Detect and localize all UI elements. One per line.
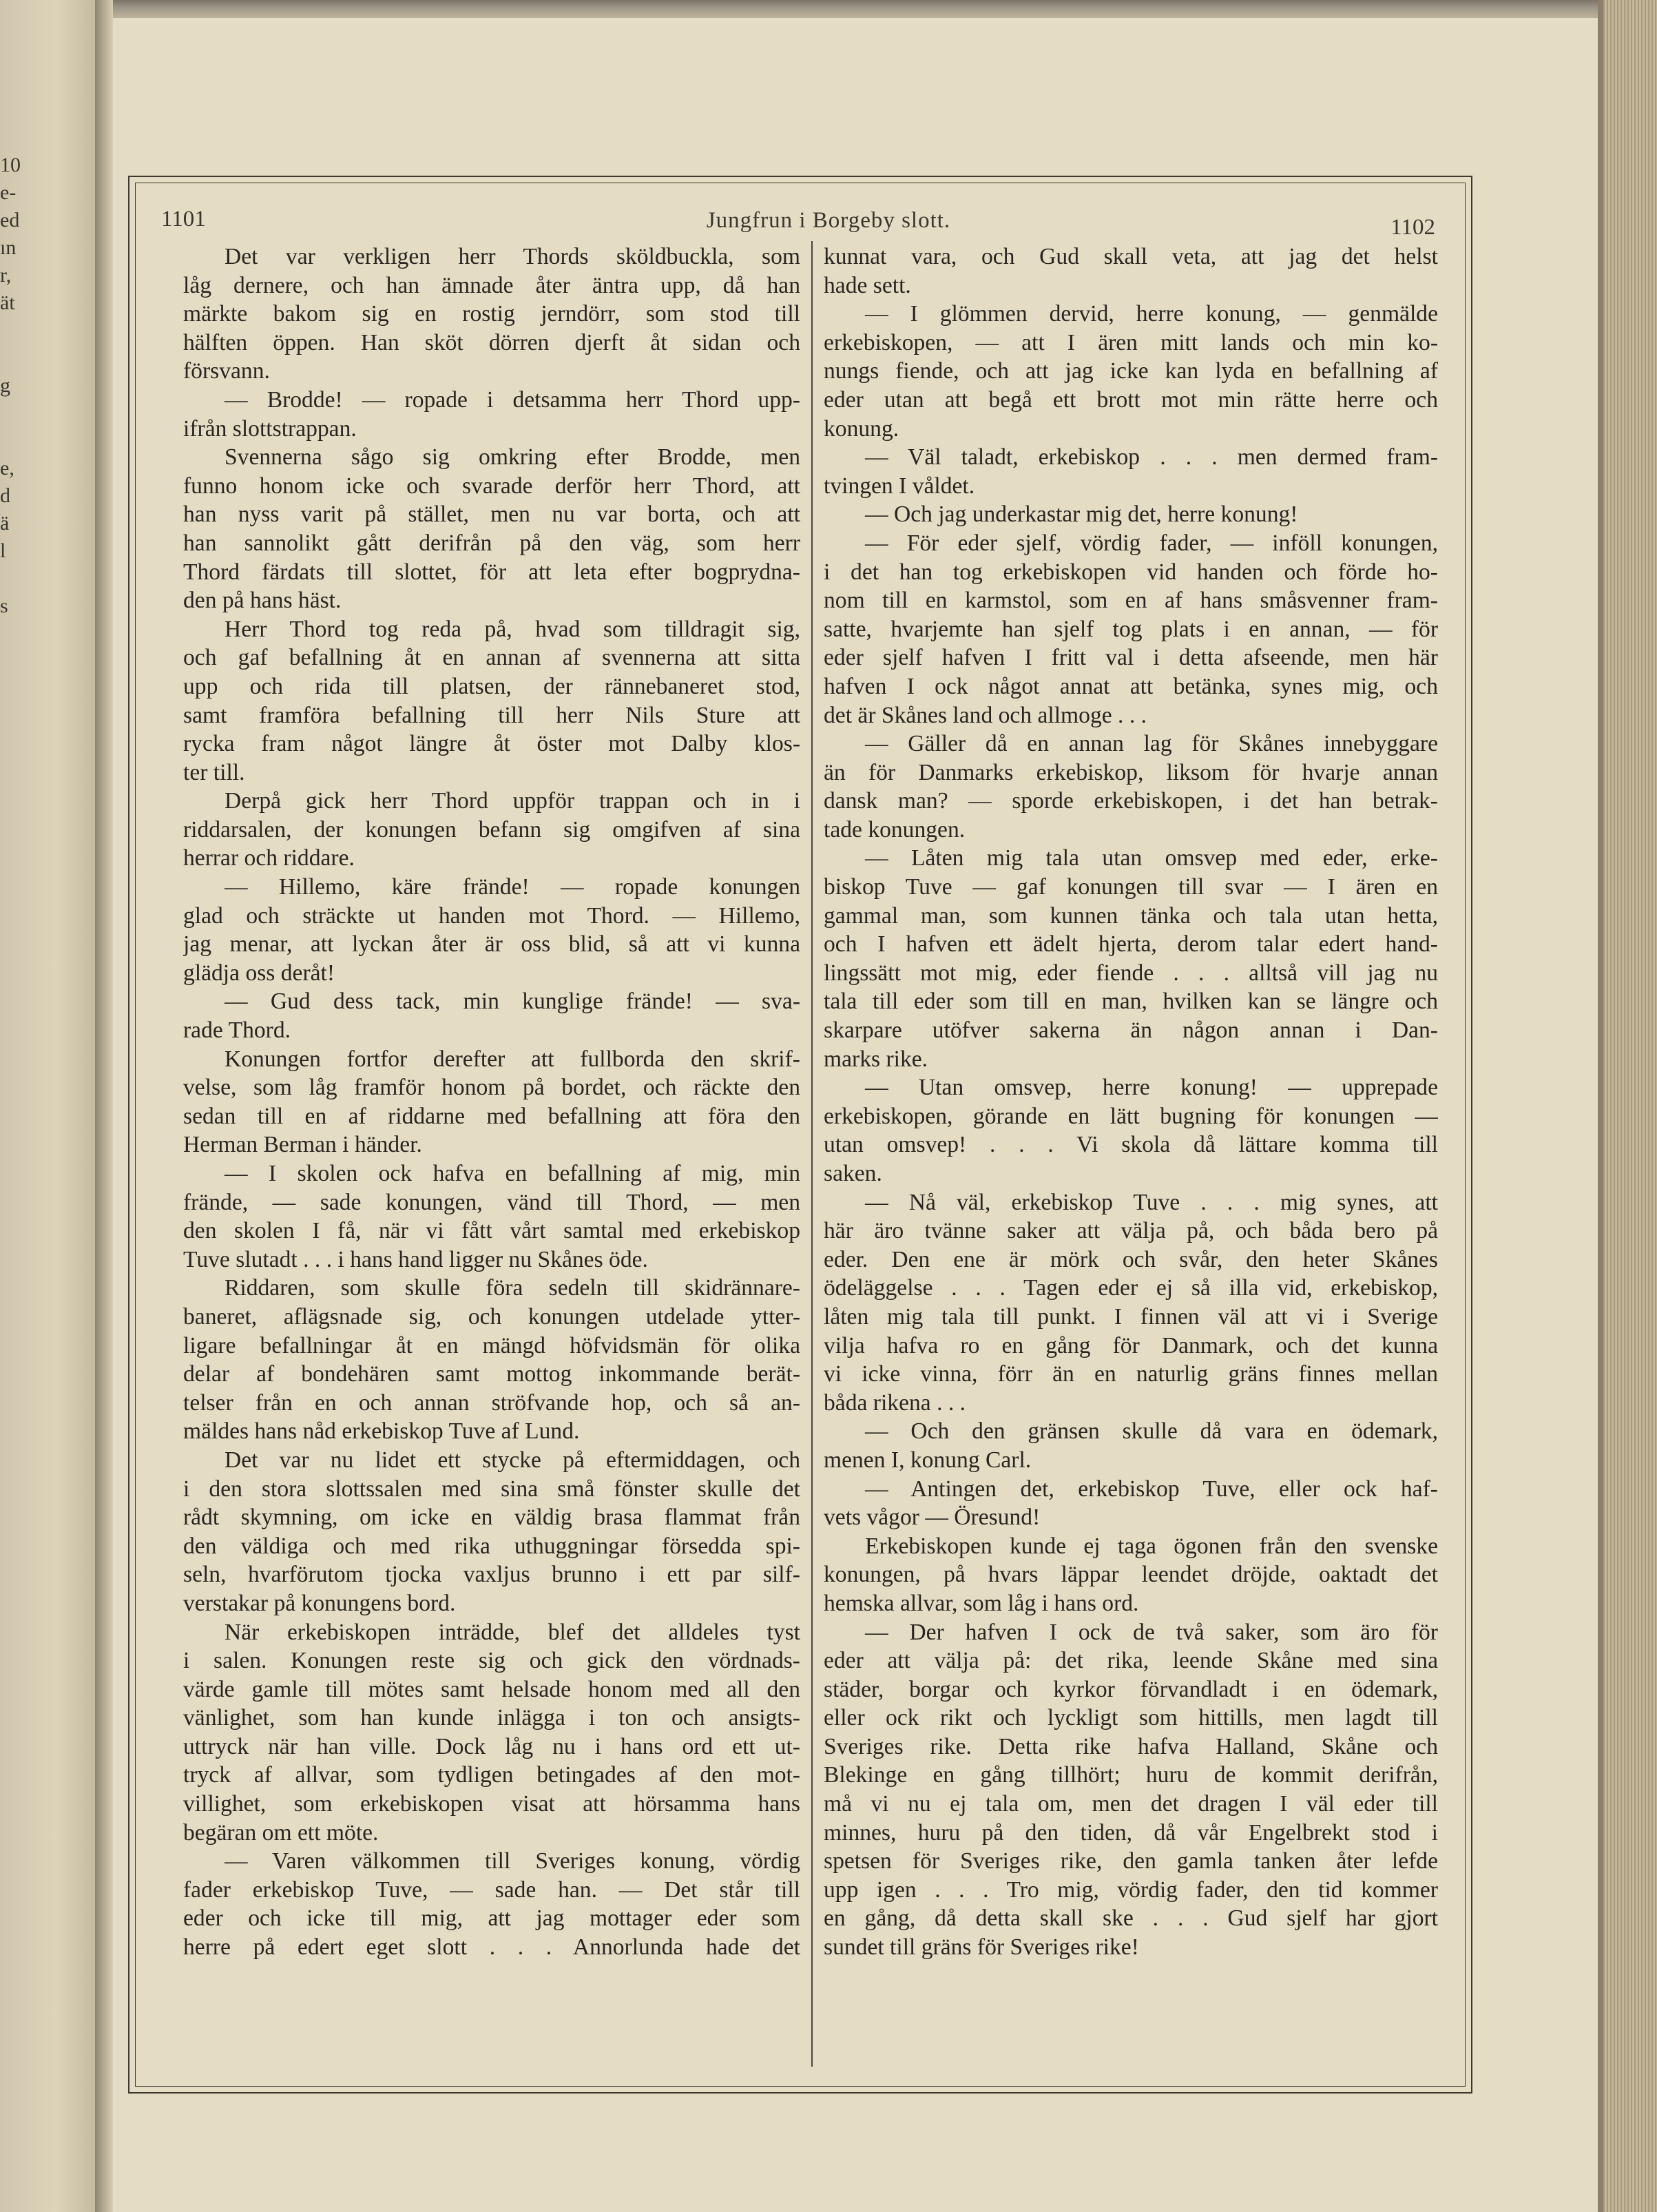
text-line: märkte bakom sig en rostig jerndörr, som stod till [183, 301, 800, 327]
text-line: ter till. [183, 759, 245, 785]
previous-page-fragment: ät [0, 291, 15, 314]
text-line: upp igen . . . Tro mig, vördig fader, den tid kommer [824, 1877, 1438, 1903]
previous-page-fragment: e, [0, 457, 14, 479]
previous-page-fragment: d [0, 484, 10, 507]
page-number-left: 1101 [161, 207, 206, 231]
text-line: fader erkebiskop Tuve, — sade han. — Det står till [183, 1877, 800, 1903]
text-line: sundet till gräns för Sveriges rike! [824, 1934, 1139, 1961]
text-line: tala till eder som till en man, hvilken kan se längre och [824, 989, 1438, 1015]
text-line: seln, hvarförutom tjocka vaxljus brunno i ett par silf- [183, 1562, 800, 1588]
text-line: den väldiga och med rika uthuggningar försedda spi- [183, 1533, 800, 1559]
text-line: i salen. Konungen reste sig och gick den vördnads- [183, 1648, 800, 1674]
text-line: villighet, som erkebiskopen visat att hörsamma hans [183, 1791, 800, 1817]
text-line: menen I, konung Carl. [824, 1447, 1032, 1473]
text-line: Konungen fortfor derefter att fullborda den skrif- [225, 1046, 800, 1072]
text-line: sedan till en af riddarne med befallning att föra den [183, 1103, 800, 1129]
text-line: utan omsvep! . . . Vi skola då lättare komma till [824, 1132, 1438, 1158]
text-line: Blekinge en gång tillhört; huru de kommit derifrån, [824, 1762, 1438, 1788]
text-line: nungs fiende, och att jag icke kan lyda en befallning af [824, 358, 1438, 384]
text-line: vänlighet, som han kunde inlägga i ton och ansigts- [183, 1705, 800, 1731]
text-line: i det han tog erkebiskopen vid handen och förde ho- [824, 559, 1438, 585]
text-line: — Och jag underkastar mig det, herre konung! [865, 502, 1298, 528]
text-line: — Der hafven I ock de två saker, som äro för [865, 1619, 1438, 1645]
text-line: erkebiskopen, — att I ären mitt lands och min ko- [824, 329, 1438, 355]
text-line: spetsen för Sveriges rike, den gamla tanken åter lefde [824, 1848, 1438, 1874]
text-line: låg dernere, och han ämnade åter äntra upp, då han [183, 272, 800, 298]
text-line: vilja hafva ro en gång för Danmark, och det kunna [824, 1332, 1438, 1358]
text-line: vi icke vinna, förr än en naturlig gräns finnes mellan [824, 1361, 1438, 1387]
text-line: skarpare utöfver sakerna än någon annan i Dan- [824, 1017, 1438, 1044]
text-line: Erkebiskopen kunde ej taga ögonen från den svenske [865, 1533, 1438, 1559]
text-line: begäran om ett möte. [183, 1819, 379, 1846]
text-line: Derpå gick herr Thord uppför trappan och in i [225, 788, 800, 814]
text-line: minnes, huru på den tiden, då vår Engelbrekt stod i [824, 1819, 1438, 1846]
text-line: han nyss varit på stället, men nu var borta, och att [183, 502, 800, 528]
page-number-right: 1102 [1390, 215, 1435, 240]
text-line: saken. [824, 1161, 882, 1186]
text-line: — För eder sjelf, vördig fader, — inföll konungen, [865, 530, 1438, 556]
text-line: konung. [824, 415, 899, 442]
text-line: eder utan att begå ett brott mot min rätte herre och [824, 386, 1438, 413]
previous-page-fragment: r, [0, 264, 12, 287]
text-line: verstakar på konungens bord. [183, 1590, 456, 1616]
previous-page-fragment: ın [0, 236, 17, 259]
text-line: biskop Tuve — gaf konungen till svar — I ären en [824, 874, 1438, 900]
text-line: i den stora slottssalen med sina små fönster skulle det [183, 1476, 800, 1502]
text-line: — Och den gränsen skulle då vara en ödemark, [865, 1418, 1438, 1445]
text-line: rycka fram något längre åt öster mot Dalby klos- [183, 731, 800, 757]
text-line: erkebiskopen, görande en lätt bugning för konungen — [824, 1103, 1438, 1129]
text-line: — Nå väl, erkebiskop Tuve . . . mig synes, att [865, 1189, 1438, 1215]
previous-page-fragment: l [0, 539, 6, 562]
text-line: riddarsalen, der konungen befann sig omgifven af sina [183, 816, 800, 843]
text-line: eller ock rikt och lyckligt som hittills, men lagdt till [824, 1705, 1438, 1731]
text-line: baneret, aflägsnade sig, och konungen utdelade ytter- [183, 1303, 800, 1330]
text-line: herre på edert eget slott . . . Annorlunda hade det [183, 1934, 800, 1961]
previous-page-fragment: s [0, 595, 8, 617]
previous-page-fragment: ä [0, 512, 10, 535]
text-line: ifrån slottstrappan. [183, 415, 357, 442]
text-line: herrar och riddare. [183, 845, 355, 871]
text-line: ligare befallningar åt en mängd höfvidsmän för olika [183, 1332, 800, 1358]
text-line: marks rike. [824, 1046, 928, 1072]
text-line: tryck af allvar, som tydligen betingades af den mot- [183, 1762, 800, 1788]
previous-page-fragment [0, 344, 28, 372]
running-title: Jungfrun i Borgeby slott. [706, 208, 951, 233]
text-line: Det var nu lidet ett stycke på eftermiddagen, och [225, 1447, 800, 1473]
text-line: — Gud dess tack, min kunglige frände! — sva- [225, 989, 800, 1015]
text-line: — I skolen ock hafva en befallning af mig, min [225, 1161, 800, 1186]
text-line: kunnat vara, och Gud skall veta, att jag det helst [824, 244, 1438, 269]
text-line: den på hans häst. [183, 588, 342, 614]
text-line: — Väl taladt, erkebiskop . . . men dermed fram- [865, 444, 1438, 471]
text-line: funno honom icke och svarade derför herr Thord, att [183, 473, 800, 499]
text-line: — Gäller då en annan lag för Skånes innebyggare [865, 731, 1438, 757]
text-line: — Varen välkommen till Sveriges konung, vördig [225, 1848, 800, 1874]
previous-page-fragment: ed [0, 209, 20, 231]
book-page-edges [1598, 0, 1657, 2212]
text-line: eder att välja på: det rika, leende Skåne med sina [824, 1648, 1438, 1674]
text-line: rådt skymning, om icke en väldig brasa flammat från [183, 1505, 800, 1531]
text-line: — Antingen det, erkebiskop Tuve, eller ock haf- [865, 1476, 1438, 1502]
text-line: det är Skånes land och allmoge . . . [824, 702, 1147, 728]
text-line: Sveriges rike. Detta rike hafva Halland, Skåne och [824, 1733, 1438, 1759]
text-line: — Utan omsvep, herre konung! — upprepade [865, 1075, 1438, 1101]
text-line: uttryck när han ville. Dock låg nu i hans ord ett ut- [183, 1733, 800, 1759]
text-line: — Brodde! — ropade i detsamma herr Thord upp- [225, 386, 800, 413]
text-line: När erkebiskopen inträdde, blef det alldeles tyst [225, 1619, 800, 1645]
text-line: delar af bondehären samt mottog inkommande berät- [183, 1361, 800, 1387]
text-line: jag menar, att lyckan åter är oss blid, så att vi kunna [183, 931, 800, 958]
text-line: försvann. [183, 358, 270, 384]
text-line: en gång, då detta skall ske . . . Gud sjelf har gjort [824, 1905, 1438, 1932]
text-line: gammal man, som kunnen tänka och tala utan hetta, [824, 902, 1438, 929]
text-line: och gaf befallning åt en annan af svennerna att sitta [183, 645, 800, 671]
previous-page-fragment: g [0, 374, 10, 397]
text-line: frände, — sade konungen, vänd till Thord, — men [183, 1189, 800, 1215]
text-line: hafven I ock något annat att betänka, synes mig, och [824, 673, 1438, 699]
text-line: nom till en karmstol, som en af hans småsvenner fram- [824, 588, 1438, 614]
previous-page-fragment [0, 400, 28, 427]
text-line: ödeläggelse . . . Tagen eder ej så illa vid, erkebiskop, [824, 1275, 1438, 1301]
text-line: här äro tvänne saker att välja på, och båda bero på [824, 1218, 1438, 1244]
text-line: han sannolikt gått derifrån på den väg, som herr [183, 530, 800, 556]
text-line: velse, som låg framför honom på bordet, och räckte den [183, 1075, 800, 1101]
text-line: Svennerna sågo sig omkring efter Brodde, men [225, 444, 800, 471]
previous-page-fragment [0, 317, 28, 344]
text-line: båda rikena . . . [824, 1389, 966, 1416]
book-gutter [95, 0, 113, 2212]
text-line: tade konungen. [824, 816, 966, 843]
right-column [824, 242, 1438, 1962]
text-line: glad och sträckte ut handen mot Thord. — Hillemo, [183, 902, 800, 929]
text-line: tvingen I våldet. [824, 473, 975, 499]
text-line: må vi nu ej tala om, men det dragen I väl eder till [824, 1791, 1438, 1817]
text-line: Det var verkligen herr Thords sköldbuckla, som [225, 244, 800, 269]
text-line: Tuve slutadt . . . i hans hand ligger nu Skånes öde. [183, 1246, 648, 1272]
text-line: — Hillemo, käre frände! — ropade konungen [225, 874, 800, 900]
text-line: den skolen I få, när vi fått vårt samtal med erkebiskop [183, 1218, 800, 1244]
text-line: städer, borgar och kyrkor förvandladt i en ödemark, [824, 1676, 1438, 1702]
text-line: telser från en och annan ströfvande hop, och så an- [183, 1389, 800, 1416]
previous-page-fragment: 10 [0, 154, 21, 176]
left-column [183, 242, 800, 1962]
text-line: värde gamle till mötes samt helsade honom med all den [183, 1676, 800, 1702]
text-line: samt framföra befallning till herr Nils Sture att [183, 702, 800, 728]
text-line: konungen, på hvars läppar leendet dröjde, oaktadt det [824, 1562, 1438, 1588]
text-line: hälften öppen. Han sköt dörren djerft åt sidan och [183, 329, 800, 355]
text-line: — Låten mig tala utan omsvep med eder, erke- [865, 845, 1438, 871]
text-line: Thord färdats till slottet, för att leta efter bogprydna- [183, 559, 800, 585]
text-line: hade sett. [824, 272, 911, 298]
text-line: eder. Den ene är mörk och svår, den heter Skånes [824, 1246, 1438, 1272]
previous-page-fragment [0, 565, 28, 592]
text-line: glädja oss deråt! [183, 960, 335, 986]
text-line: rade Thord. [183, 1017, 291, 1044]
previous-page-fragment: e- [0, 181, 17, 204]
text-line: Herman Berman i händer. [183, 1132, 422, 1158]
text-line: hemska allvar, som låg i hans ord. [824, 1590, 1139, 1616]
text-line: Riddaren, som skulle föra sedeln till skidrännare- [225, 1275, 800, 1301]
text-line: än för Danmarks erkebiskop, liksom för hvarje annan [824, 759, 1438, 785]
text-line: Herr Thord tog reda på, hvad som tilldragit sig, [225, 616, 800, 642]
text-line: vets vågor — Öresund! [824, 1505, 1041, 1531]
text-line: mäldes hans nåd erkebiskop Tuve af Lund. [183, 1418, 580, 1445]
column-divider [811, 241, 813, 2067]
text-line: låten mig tala till punkt. I finnen väl att vi i Sverige [824, 1303, 1438, 1330]
previous-page-margin [0, 0, 103, 2212]
text-line: satte, hvarjemte han sjelf tog plats i en annan, — för [824, 616, 1438, 642]
text-line: eder sjelf hafven I fritt val i detta afseende, men här [824, 645, 1438, 671]
text-line: dansk man? — sporde erkebiskopen, i det han betrak- [824, 788, 1438, 814]
text-line: — I glömmen dervid, herre konung, — genmälde [865, 301, 1438, 327]
text-line: lingssätt mot mig, eder fiende . . . alltså vill jag nu [824, 960, 1438, 986]
text-line: upp och rida till platsen, der rännebaneret stod, [183, 673, 800, 699]
book-top-edge [0, 0, 1657, 18]
text-line: och I hafven ett ädelt hjerta, derom talar edert hand- [824, 931, 1438, 958]
text-line: eder och icke till mig, att jag mottager eder som [183, 1905, 800, 1932]
previous-page-fragment [0, 427, 28, 455]
